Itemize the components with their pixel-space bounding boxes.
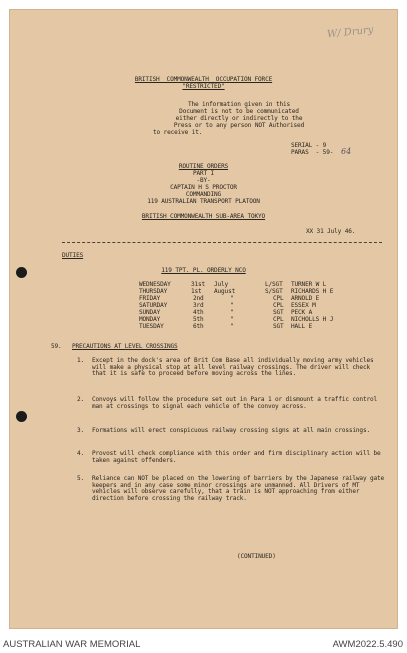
duty-rank: CPL	[273, 302, 284, 309]
separator-rule	[62, 242, 382, 243]
duty-month: "	[230, 295, 234, 302]
duty-date: 6th	[193, 323, 204, 330]
continued-marker: (CONTINUED)	[237, 553, 276, 560]
duty-day: SATURDAY	[139, 302, 168, 309]
footer-institution: AUSTRALIAN WAR MEMORIAL	[3, 639, 141, 650]
duty-rank: L/SGT	[265, 281, 283, 288]
duty-date: 2nd	[193, 295, 204, 302]
title-line: 119 AUSTRALIAN TRANSPORT PLATOON	[147, 198, 260, 205]
duty-name: RICHARDS H E	[291, 288, 334, 295]
duty-date: 4th	[193, 309, 204, 316]
duty-date: 31st	[191, 281, 206, 288]
title-line: ROUTINE ORDERS	[178, 163, 229, 170]
duty-month: "	[230, 309, 234, 316]
section-heading: PRECAUTIONS AT LEVEL CROSSINGS	[72, 343, 178, 350]
order-date: XX 31 July 46.	[306, 228, 356, 235]
duty-date: 1st	[191, 288, 202, 295]
caution-line: Press or to any person NOT Authorised	[173, 122, 305, 129]
duties-subheading: 119 TPT. PL. ORDERLY NCO	[161, 267, 246, 274]
area-line: BRITISH COMMONWEALTH SUB-AREA TOKYO	[141, 213, 266, 220]
paragraph-text: Formations will erect conspicuous railway crossing signs at all main crossings.	[92, 427, 370, 434]
duty-rank: CPL	[273, 295, 284, 302]
duty-row	[9, 324, 398, 331]
paragraph-number: 5.	[77, 475, 85, 482]
duty-name: NICHOLLS H J	[291, 316, 334, 323]
paras-ink-number: 64	[341, 147, 352, 156]
pencil-annotation: W/ Drury	[326, 24, 374, 41]
duty-day: THURSDAY	[139, 288, 168, 295]
duty-date: 3rd	[193, 302, 204, 309]
document-page	[9, 9, 398, 629]
archive-footer	[0, 631, 407, 653]
duty-rank: S/SGT	[265, 288, 283, 295]
duty-month: "	[230, 323, 234, 330]
duty-month: July	[214, 281, 229, 288]
duty-day: TUESDAY	[139, 323, 164, 330]
paragraph-text: Provost will check compliance with this order and firm disciplinary action will be taken against offenders.	[92, 450, 381, 464]
duty-name: TURNER W L	[291, 281, 327, 288]
caution-line: The information given in this	[187, 101, 291, 108]
duty-row	[9, 282, 398, 289]
paragraph-text: Convoys will follow the procedure set out in Para 1 or dismount a traffic control man at crossings to signal each vehicle of the convoy across.	[92, 396, 378, 410]
duty-month: "	[230, 302, 234, 309]
duty-month: "	[230, 316, 234, 323]
paragraph-number: 3.	[77, 427, 85, 434]
footer-accession: AWM2022.5.490	[332, 639, 403, 650]
title-line: -BY-	[196, 177, 211, 184]
duty-name: ESSEX M	[291, 302, 316, 309]
duty-day: MONDAY	[139, 316, 161, 323]
duty-name: ARNOLD E	[291, 295, 320, 302]
duty-day: WEDNESDAY	[139, 281, 171, 288]
title-line: COMMANDING	[185, 191, 222, 198]
paragraph-text: Reliance can NOT be placed on the lowering of barriers by the Japanese railway gate keepers and in any case some minor crossings are unmanned. All Drivers of MT vehicles will observe carefully, that a train is NOT approaching from either direction before crossing the railway track.	[92, 475, 385, 502]
duty-rank: CPL	[273, 316, 284, 323]
force-heading: BRITISH COMMONWEALTH OCCUPATION FORCE	[134, 76, 273, 83]
caution-line: either directly or indirectly to the	[175, 115, 303, 122]
duty-date: 5th	[193, 316, 204, 323]
duty-rank: SGT	[273, 323, 284, 330]
paragraph-number: 4.	[77, 450, 85, 457]
duty-name: PECK A	[291, 309, 313, 316]
paragraph-number: 2.	[77, 396, 85, 403]
paragraph-number: 1.	[77, 357, 85, 364]
caution-line: to receive it.	[153, 129, 203, 136]
serial-number: SERIAL - 9	[291, 142, 327, 149]
restricted-marking: "RESTRICTED"	[182, 83, 225, 90]
duties-heading: DUTIES	[62, 252, 84, 259]
title-line: PART I	[192, 170, 215, 177]
duty-month: August	[214, 288, 236, 295]
duty-day: SUNDAY	[139, 309, 161, 316]
duty-name: HALL E	[291, 323, 313, 330]
paragraph-text: Except in the dock's area of Brit Com Base all individually moving army vehicles will make a physical stop at all level railway crossings. The driver will check that it is safe to proceed before moving across the lines.	[92, 357, 374, 378]
duty-day: FRIDAY	[139, 295, 161, 302]
paras-range: PARAS - 59-	[291, 149, 334, 156]
title-line: CAPTAIN H S PROCTOR	[170, 184, 237, 191]
punch-hole-bottom	[16, 411, 27, 422]
duty-rank: SGT	[273, 309, 284, 316]
section-number: 59.	[51, 343, 62, 350]
caution-line: Document is not to be communicated	[179, 108, 299, 115]
